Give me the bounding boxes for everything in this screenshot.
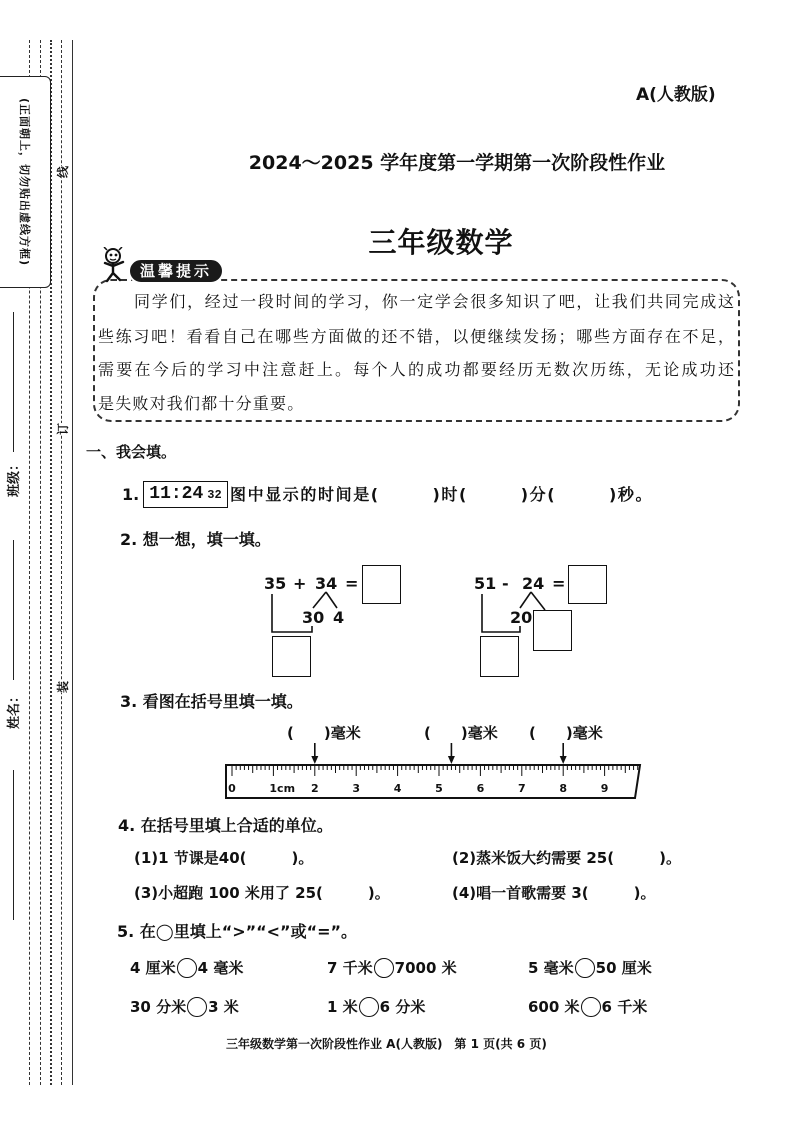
left-equals: = bbox=[345, 574, 359, 593]
compare-item bbox=[528, 958, 652, 978]
compare-right: 6 千米 bbox=[601, 998, 648, 1016]
ruler-blank-1: ( )毫米 bbox=[287, 724, 361, 742]
left-part-1: 30 bbox=[302, 608, 325, 627]
edition-label: A(人教版) bbox=[636, 85, 716, 105]
compare-left: 5 毫米 bbox=[528, 959, 574, 977]
ruler-label: 8 bbox=[559, 782, 568, 795]
ruler-label: 0 bbox=[228, 782, 236, 795]
ruler-label: 9 bbox=[600, 782, 609, 795]
right-subtrahend: 24 bbox=[522, 574, 545, 593]
right-part-1: 20 bbox=[510, 608, 533, 627]
right-part-2-box bbox=[533, 610, 572, 651]
ruler-label: 3 bbox=[352, 782, 361, 795]
unit-item-1: (1)1 节课是40( )。 bbox=[134, 849, 314, 867]
clock-hours-minutes: 11:24 bbox=[149, 484, 204, 504]
right-result-box bbox=[568, 565, 607, 604]
name-label: 姓名： bbox=[3, 690, 22, 729]
q1-text: 图中显示的时间是( )时( )分( )秒。 bbox=[230, 485, 654, 504]
left-addend-a: 35 bbox=[264, 574, 287, 593]
compare-item bbox=[327, 958, 457, 978]
subject-title: 三年级数学 bbox=[368, 226, 514, 259]
left-operator: + bbox=[293, 574, 307, 593]
ruler-label: 5 bbox=[435, 782, 443, 795]
compare-circle bbox=[359, 997, 379, 1017]
right-operator: - bbox=[502, 574, 509, 593]
class-write-line bbox=[13, 312, 14, 452]
left-addend-b: 34 bbox=[315, 574, 338, 593]
right-equals: = bbox=[552, 574, 566, 593]
compare-left: 600 米 bbox=[528, 998, 580, 1016]
q1-number: 1. bbox=[122, 485, 140, 504]
compare-right: 6 分米 bbox=[379, 998, 426, 1016]
section-title: 一、我会填。 bbox=[86, 443, 177, 461]
binding-solid-line bbox=[72, 40, 73, 1085]
tip-text-line: 同学们，经过一段时间的学习，你一定学会很多知识了吧，让我们共同完成这 bbox=[134, 292, 734, 311]
compare-circle bbox=[187, 997, 207, 1017]
ruler-label: 6 bbox=[476, 782, 485, 795]
compare-item bbox=[130, 958, 243, 978]
compare-left: 1 米 bbox=[327, 998, 358, 1016]
class-label: 班级： bbox=[3, 458, 22, 497]
compare-circle bbox=[575, 958, 595, 978]
ruler bbox=[220, 740, 650, 802]
binding-dashed-line bbox=[61, 40, 62, 1085]
binding-mark-line: 线 bbox=[56, 166, 70, 179]
write-line bbox=[13, 770, 14, 920]
left-partial-sum-box bbox=[272, 636, 311, 677]
right-partial-diff-box bbox=[480, 636, 519, 677]
ruler-blank-2: ( )毫米 bbox=[424, 724, 498, 742]
compare-circle bbox=[581, 997, 601, 1017]
compare-right: 3 米 bbox=[208, 998, 239, 1016]
left-result-box bbox=[362, 565, 401, 604]
compare-item bbox=[528, 997, 647, 1017]
compare-circle bbox=[374, 958, 394, 978]
ruler-pointer-arrow bbox=[311, 743, 318, 764]
ruler-pointers bbox=[311, 743, 566, 764]
unit-item-4: (4)唱一首歌需要 3( )。 bbox=[452, 884, 656, 902]
q3-stem: 3. 看图在括号里填一填。 bbox=[120, 692, 303, 711]
compare-item bbox=[130, 997, 239, 1017]
unit-item-2: (2)蒸米饭大约需要 25( )。 bbox=[452, 849, 681, 867]
name-write-line bbox=[13, 540, 14, 680]
ruler-label: 2 bbox=[310, 782, 319, 795]
tip-text-line: 些练习吧！看看自己在哪些方面做的还不错，以便继续发扬；哪些方面存在不足， bbox=[98, 327, 734, 346]
compare-left: 4 厘米 bbox=[130, 959, 176, 977]
right-minuend: 51 bbox=[474, 574, 497, 593]
ruler-label: 1cm bbox=[269, 782, 296, 795]
compare-left: 30 分米 bbox=[130, 998, 187, 1016]
clock-seconds: 32 bbox=[207, 488, 222, 502]
mascot-icon bbox=[99, 247, 131, 283]
ruler-label: 7 bbox=[517, 782, 526, 795]
ruler-pointer-arrow bbox=[560, 743, 567, 764]
q4-stem: 4. 在括号里填上合适的单位。 bbox=[118, 816, 333, 835]
tip-badge: 温馨提示 bbox=[128, 258, 224, 284]
digital-clock bbox=[143, 481, 228, 508]
unit-item-3: (3)小超跑 100 米用了 25( )。 bbox=[134, 884, 390, 902]
q5-stem: 5. 在◯里填上“>”“<”或“=”。 bbox=[117, 922, 358, 941]
compare-left: 7 千米 bbox=[327, 959, 373, 977]
binding-mark-ding: 订 bbox=[56, 423, 70, 436]
ruler-blank-3: ( )毫米 bbox=[529, 724, 603, 742]
ruler-label: 4 bbox=[393, 782, 402, 795]
compare-item bbox=[327, 997, 425, 1017]
ruler-pointer-arrow bbox=[448, 743, 455, 764]
compare-right: 4 毫米 bbox=[197, 959, 244, 977]
tip-text-line: 是失败对我们都十分重要。 bbox=[98, 394, 305, 413]
left-part-2: 4 bbox=[333, 608, 345, 627]
compare-circle bbox=[177, 958, 197, 978]
binding-mark-zhuang: 装 bbox=[56, 681, 70, 694]
sticker-notice-text: (正面朝上，切勿贴出虚线方框) bbox=[18, 97, 31, 267]
compare-right: 50 厘米 bbox=[595, 959, 652, 977]
compare-right: 7000 米 bbox=[394, 959, 457, 977]
sticker-notice-box bbox=[0, 76, 51, 288]
page-footer: 三年级数学第一次阶段性作业 A(人教版) 第 1 页(共 6 页) bbox=[226, 1037, 547, 1051]
tip-text-line: 需要在今后的学习中注意赶上。每个人的成功都要经历无数次历练，无论成功还 bbox=[98, 360, 734, 379]
page-title: 2024～2025 学年度第一学期第一次阶段性作业 bbox=[248, 152, 666, 174]
q2-stem: 2. 想一想，填一填。 bbox=[120, 530, 271, 549]
left-split-line bbox=[313, 592, 337, 608]
